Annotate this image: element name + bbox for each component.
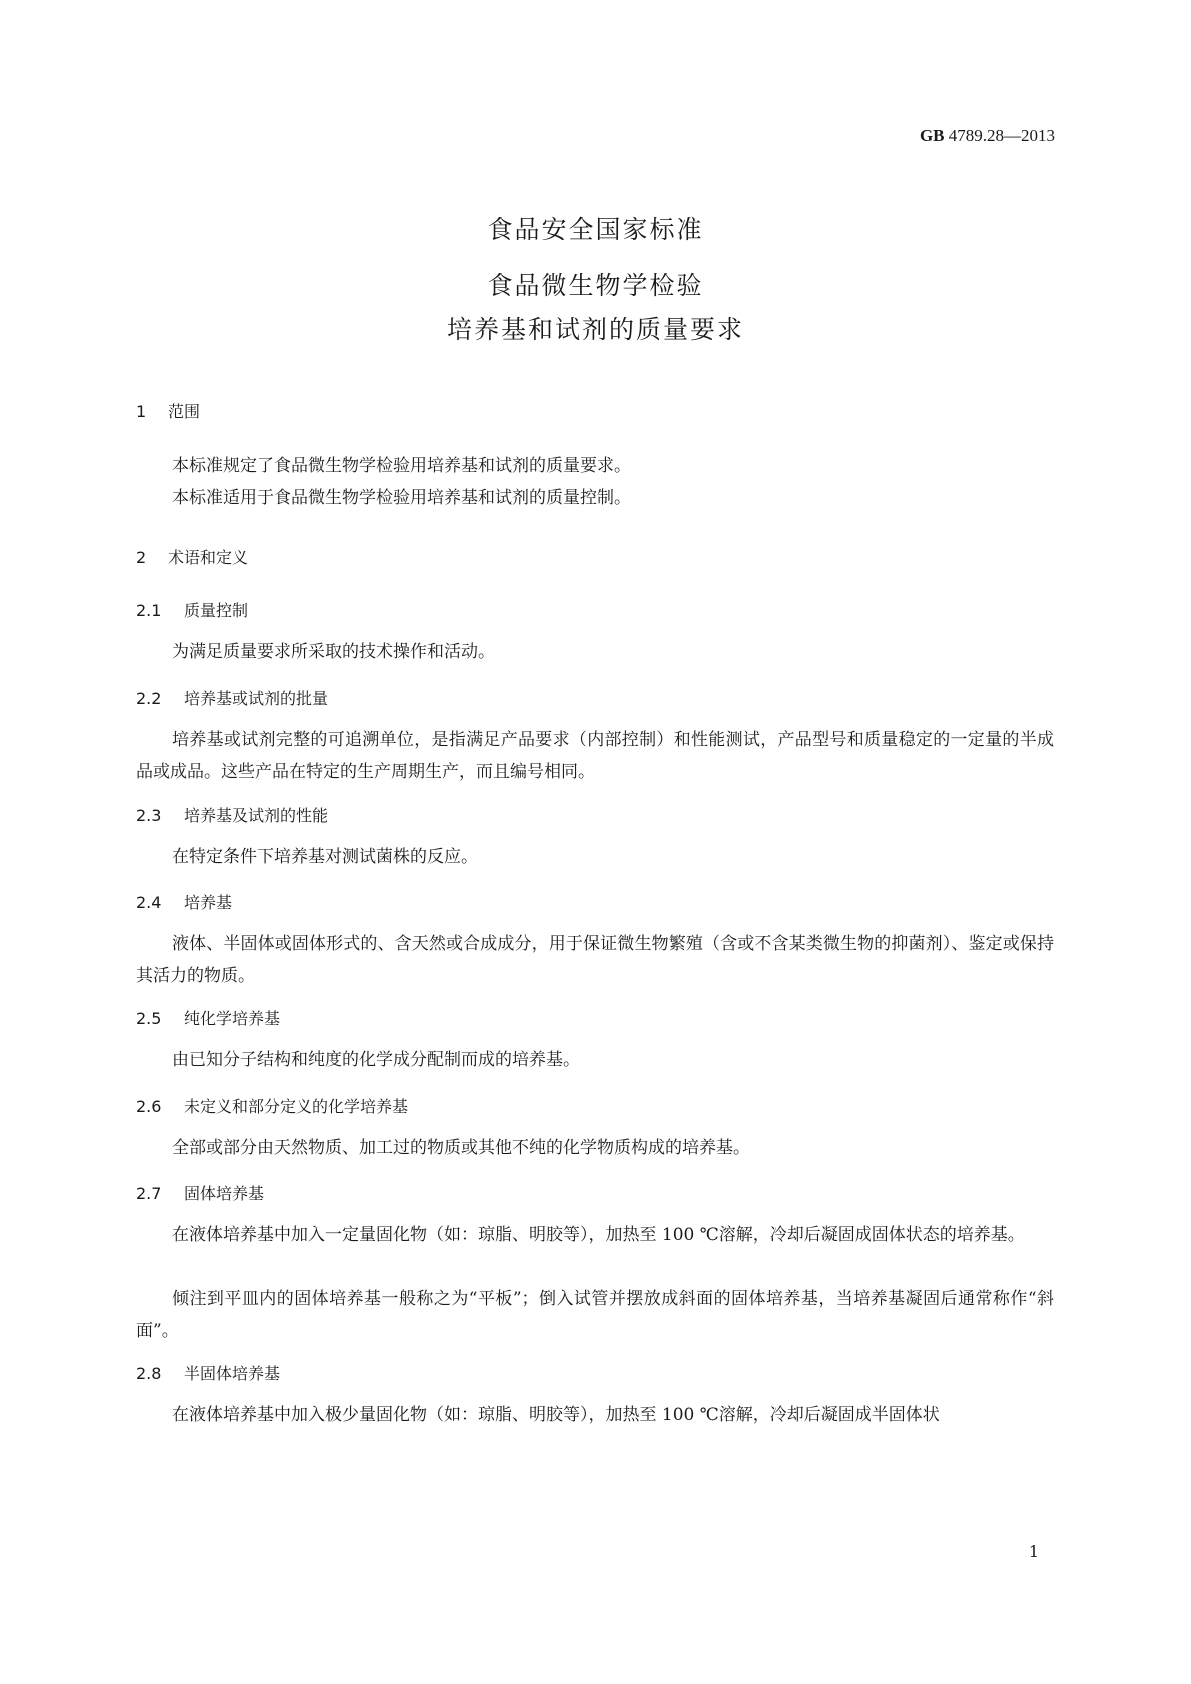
section-2-1-para: 为满足质量要求所采取的技术操作和活动。 — [172, 642, 495, 662]
section-number: 2.3 — [136, 806, 162, 825]
standard-code — [920, 126, 1055, 146]
section-number: 2.5 — [136, 1009, 162, 1028]
section-number: 2.6 — [136, 1097, 162, 1116]
section-number: 2 — [136, 548, 147, 567]
title-main: 食品微生物学检验 — [487, 271, 704, 300]
standard-number: 4789.28—2013 — [944, 126, 1055, 145]
section-2-2-heading — [136, 686, 328, 709]
section-2-3-heading — [136, 803, 328, 826]
section-number: 2.2 — [136, 689, 162, 708]
section-2-heading — [136, 545, 248, 568]
section-title: 纯化学培养基 — [184, 1009, 281, 1028]
section-2-7-para-1: 在液体培养基中加入一定量固化物（如：琼脂、明胶等），加热至 100 ℃溶解，冷却后凝固成固体状态的培养基。 — [172, 1225, 1025, 1245]
section-title: 质量控制 — [184, 601, 249, 620]
section-2-4-para: 液体、半固体或固体形式的、含天然或合成成分，用于保证微生物繁殖（含或不含某类微生物的抑菌剂）、鉴定或保持其活力的物质。 — [136, 934, 1054, 986]
section-title: 半固体培养基 — [184, 1364, 281, 1383]
section-2-1-heading — [136, 598, 248, 621]
section-title: 未定义和部分定义的化学培养基 — [184, 1097, 409, 1116]
section-2-4-heading — [136, 890, 232, 913]
title-sub: 培养基和试剂的质量要求 — [446, 315, 744, 344]
section-number: 2.1 — [136, 601, 162, 620]
section-2-7-heading — [136, 1181, 264, 1204]
section-2-5-para: 由已知分子结构和纯度的化学成分配制而成的培养基。 — [172, 1050, 580, 1070]
section-2-2-para: 培养基或试剂完整的可追溯单位，是指满足产品要求（内部控制）和性能测试，产品型号和质量稳定的一定量的半成品或成品。这些产品在特定的生产周期生产，而且编号相同。 — [136, 730, 1054, 782]
section-title: 培养基或试剂的批量 — [184, 689, 329, 708]
section-2-6-heading — [136, 1094, 408, 1117]
section-2-7-para-2: 倾注到平皿内的固体培养基一般称之为“平板”；倒入试管并摆放成斜面的固体培养基，当培养基凝固后通常称作“斜面”。 — [136, 1289, 1054, 1341]
section-2-3-para: 在特定条件下培养基对测试菌株的反应。 — [172, 847, 478, 867]
section-number: 2.4 — [136, 893, 162, 912]
section-1-para-1: 本标准规定了食品微生物学检验用培养基和试剂的质量要求。 — [172, 456, 631, 476]
section-title: 固体培养基 — [184, 1184, 265, 1203]
section-title: 范围 — [168, 402, 201, 421]
section-number: 2.8 — [136, 1364, 162, 1383]
section-2-8-heading — [136, 1361, 280, 1384]
section-title: 培养基及试剂的性能 — [184, 806, 329, 825]
section-1-heading — [136, 399, 200, 422]
section-number: 1 — [136, 402, 147, 421]
section-title: 术语和定义 — [168, 548, 249, 567]
page-number: 1 — [1028, 1542, 1039, 1561]
standard-prefix: GB — [919, 126, 945, 145]
section-1-para-2: 本标准适用于食品微生物学检验用培养基和试剂的质量控制。 — [172, 488, 631, 508]
section-2-6-para: 全部或部分由天然物质、加工过的物质或其他不纯的化学物质构成的培养基。 — [172, 1138, 750, 1158]
title-national-standard: 食品安全国家标准 — [487, 215, 704, 244]
section-title: 培养基 — [184, 893, 233, 912]
section-2-5-heading — [136, 1006, 280, 1029]
section-2-8-para: 在液体培养基中加入极少量固化物（如：琼脂、明胶等），加热至 100 ℃溶解，冷却后凝固成半固体状 — [172, 1405, 940, 1425]
section-number: 2.7 — [136, 1184, 162, 1203]
